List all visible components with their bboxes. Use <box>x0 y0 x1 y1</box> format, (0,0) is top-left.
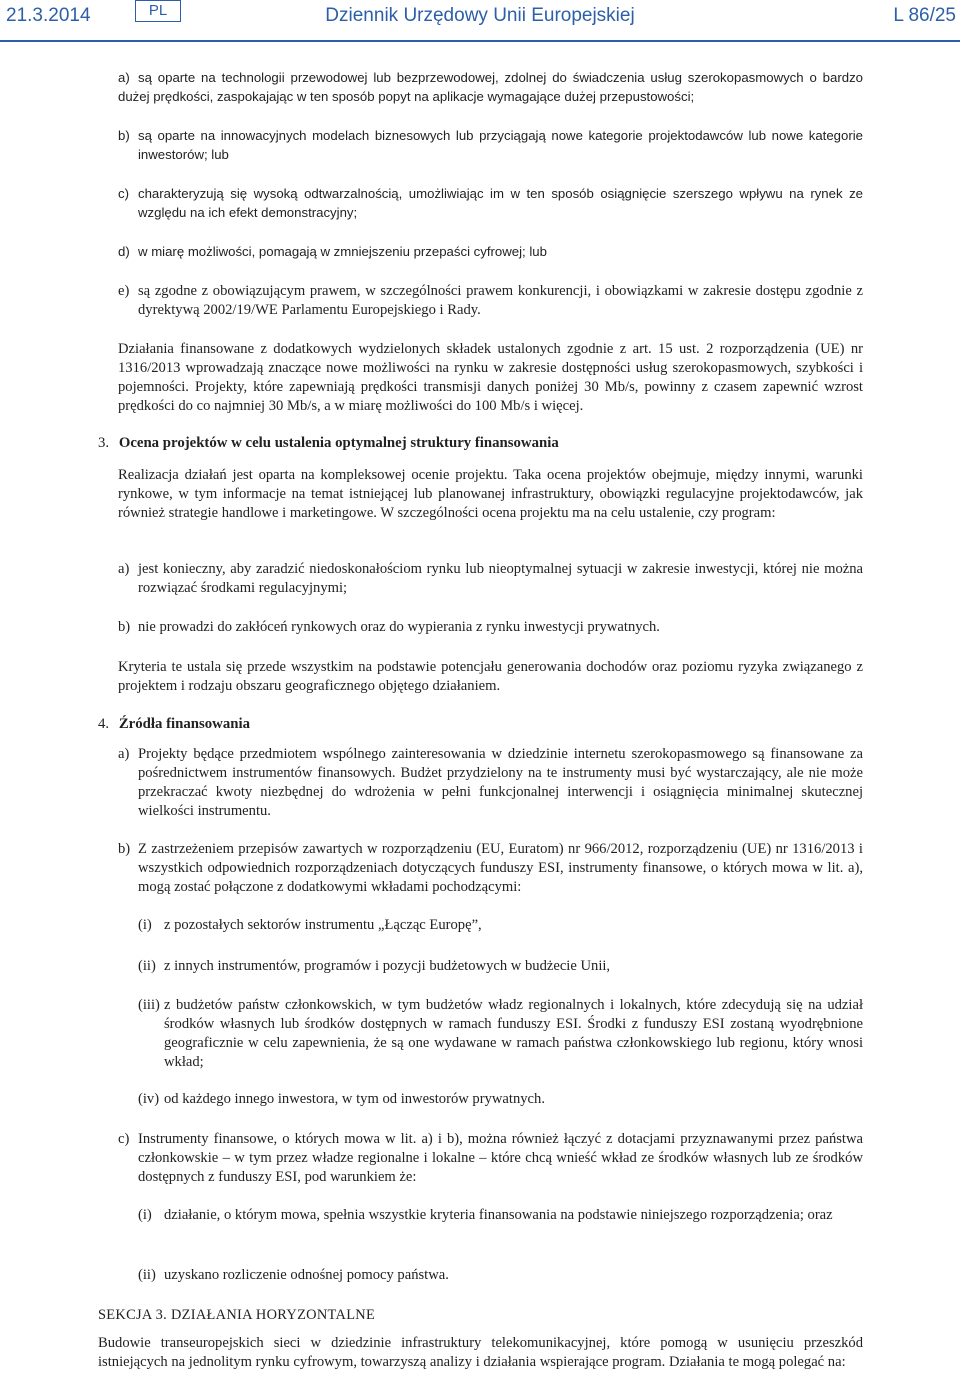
sub-list-text: uzyskano rozliczenie odnośnej pomocy państwa. <box>164 1267 449 1283</box>
section-number: 3. <box>98 435 110 451</box>
sub-list-text: z innych instrumentów, programów i pozycji budżetowych w budżecie Unii, <box>164 958 611 974</box>
sub-list-label: (iv) <box>138 1091 160 1107</box>
section-caption: SEKCJA 3. DZIAŁANIA HORYZONTALNE <box>98 1307 376 1323</box>
list-label: c) <box>118 186 129 201</box>
list-item <box>118 184 863 222</box>
sub-list-text: działanie, o którym mowa, spełnia wszystkie kryteria finansowania na podstawie niniejszego rozporządzenia; oraz <box>164 1207 833 1223</box>
sub-list-item <box>138 1090 863 1109</box>
list-text: charakteryzują się wysoką odtwarzalnością, umożliwiając im w ten sposób osiągnięcie szerszego wpływu na rynek ze względu na ich efekt demonstracyjny; <box>138 186 863 220</box>
list-item <box>118 1130 863 1187</box>
paragraph: Kryteria te ustala się przede wszystkim na podstawie potencjału generowania dochodów oraz poziomu ryzyka związanego z projektem i rodzaju obszaru geograficznego objętego działaniem. <box>118 659 863 694</box>
paragraph: Działania finansowane z dodatkowych wydzielonych składek ustalonych zgodnie z art. 15 ust. 2 rozporządzenia (UE) nr 1316/2013 wprowadzają znaczące nowe możliwości na rynku w zakresie dostępności usług szerokopasmowych, szybkości i pojemności. Projekty, które zapewniają prędkości transmisji danych poniżej 30 Mb/s, powinny z czasem zapewnić wzrost prędkości do co najmniej 30 Mb/s, a w miarę możliwości do 100 Mb/s i więcej. <box>118 341 863 414</box>
sub-list-item <box>138 957 863 976</box>
list-text: Projekty będące przedmiotem wspólnego zainteresowania w dziedzinie internetu szerokopasmowego są finansowane za pośrednictwem instrumentów finansowych. Budżet przydzielony na te instrumenty musi być wystarczający, ale nie może przekraczać kwoty niezbędnej do wdrożenia w pełni funkcjonalnej interwencji i osiągnięcia minimalnej skutecznej wielkości instrumentu. <box>138 746 863 819</box>
list-text: są oparte na technologii przewodowej lub bezprzewodowej, zdolnej do świadczenia usług szerokopasmowych o bardzo dużej prędkości, zaspokajając w ten sposób popyt na aplikacje wymagające dużej przepustowości; <box>118 70 863 104</box>
list-label: b) <box>118 841 131 857</box>
section-title: Ocena projektów w celu ustalenia optymalnej struktury finansowania <box>118 435 559 451</box>
list-label: a) <box>118 746 130 762</box>
list-item <box>118 242 863 261</box>
list-label: a) <box>118 561 130 577</box>
sub-list-item <box>138 916 863 935</box>
list-item <box>118 840 863 897</box>
list-text: jest konieczny, aby zaradzić niedoskonałościom rynku lub nieoptymalnej sytuacji w zakresie inwestycji, której nie można rozwiązać środkami regulacyjnymi; <box>138 561 863 596</box>
list-text: w miarę możliwości, pomagają w zmniejszeniu przepaści cyfrowej; lub <box>138 244 547 259</box>
list-text: są zgodne z obowiązującym prawem, w szczególności prawem konkurencji, i obowiązkami w zakresie dostępu zgodnie z dyrektywą 2002/19/WE Parlamentu Europejskiego i Rady. <box>138 283 863 318</box>
section-heading <box>98 715 250 734</box>
list-label: b) <box>118 619 131 635</box>
section-number: 4. <box>98 716 110 732</box>
list-item <box>118 560 863 598</box>
list-label: b) <box>118 128 130 143</box>
list-item <box>118 618 863 637</box>
sub-list-text: z budżetów państw członkowskich, w tym budżetów władz regionalnych i lokalnych, które zdecydują się na udział środków własnych lub środków dostępnych w ramach funduszy ESI. Środki z funduszy ESI zostaną wyodrębnione geograficznie w celu zapewnienia, że są one wydawane w ramach państwa członkowskiego lub regionu, który wnosi wkład; <box>164 997 863 1070</box>
sub-list-label: (ii) <box>138 1267 156 1283</box>
publication-date: 21.3.2014 <box>6 5 91 26</box>
list-text: Instrumenty finansowe, o których mowa w lit. a) i b), można również łączyć z dotacjami przyznawanymi przez państwa członkowskie – w tym przez władze regionalne i lokalne – które chcą wnieść wkład ze środków własnych lub ze środków dostępnych z funduszy ESI, pod warunkiem że: <box>138 1131 863 1185</box>
sub-list-item <box>138 1206 863 1225</box>
list-label: c) <box>118 1131 130 1147</box>
language-badge: PL <box>135 0 181 22</box>
list-label: d) <box>118 244 130 259</box>
sub-list-label: (i) <box>138 1207 152 1223</box>
paragraph: Budowie transeuropejskich sieci w dziedzinie infrastruktury telekomunikacyjnej, które pomogą w usunięciu przeszkód istniejących na jednolitym rynku cyfrowym, towarzyszą analizy i działania wspierające program. Działania te mogą polegać na: <box>98 1335 863 1370</box>
sub-list-label: (i) <box>138 917 152 933</box>
sub-list-label: (ii) <box>138 958 156 974</box>
list-item <box>118 745 863 821</box>
sub-list-text: z pozostałych sektorów instrumentu „Łącząc Europę”, <box>164 917 482 933</box>
sub-list-text: od każdego innego inwestora, w tym od inwestorów prywatnych. <box>164 1091 545 1107</box>
list-text: są oparte na innowacyjnych modelach biznesowych lub przyciągają nowe kategorie projektodawców lub nowe kategorie inwestorów; lub <box>138 128 863 162</box>
list-text: Z zastrzeżeniem przepisów zawartych w rozporządzeniu (EU, Euratom) nr 966/2012, rozporządzeniu (UE) nr 1316/2013 i wszystkich odpowiednich rozporządzeniach dotyczących funduszy ESI, instrumenty finansowe, o których mowa w lit. a), mogą zostać połączone z dodatkowymi wkładami pochodzącymi: <box>138 841 863 895</box>
list-item <box>118 126 863 164</box>
list-label: a) <box>118 70 130 85</box>
sub-list-item <box>138 996 863 1072</box>
sub-list-label: (iii) <box>138 997 160 1013</box>
page-header <box>0 0 960 40</box>
list-label: e) <box>118 283 130 299</box>
sub-list-item <box>138 1266 863 1285</box>
section-title: Źródła finansowania <box>118 716 250 732</box>
list-item <box>118 282 863 320</box>
list-item <box>118 68 863 106</box>
header-divider <box>0 40 960 42</box>
paragraph: Realizacja działań jest oparta na kompleksowej ocenie projektu. Taka ocena projektów obejmuje, między innymi, warunki rynkowe, w tym informacje na temat istniejącej lub planowanej infrastruktury, obowiązki regulacyjne projektodawców, jak również strategie handlowe i marketingowe. W szczególności ocena projektu ma na celu ustalenie, czy program: <box>118 467 863 521</box>
list-text: nie prowadzi do zakłóceń rynkowych oraz do wypierania z rynku inwestycji prywatnych. <box>138 619 660 635</box>
journal-title: Dziennik Urzędowy Unii Europejskiej <box>325 5 635 26</box>
page-number: L 86/25 <box>893 5 956 26</box>
section-heading <box>98 434 559 453</box>
